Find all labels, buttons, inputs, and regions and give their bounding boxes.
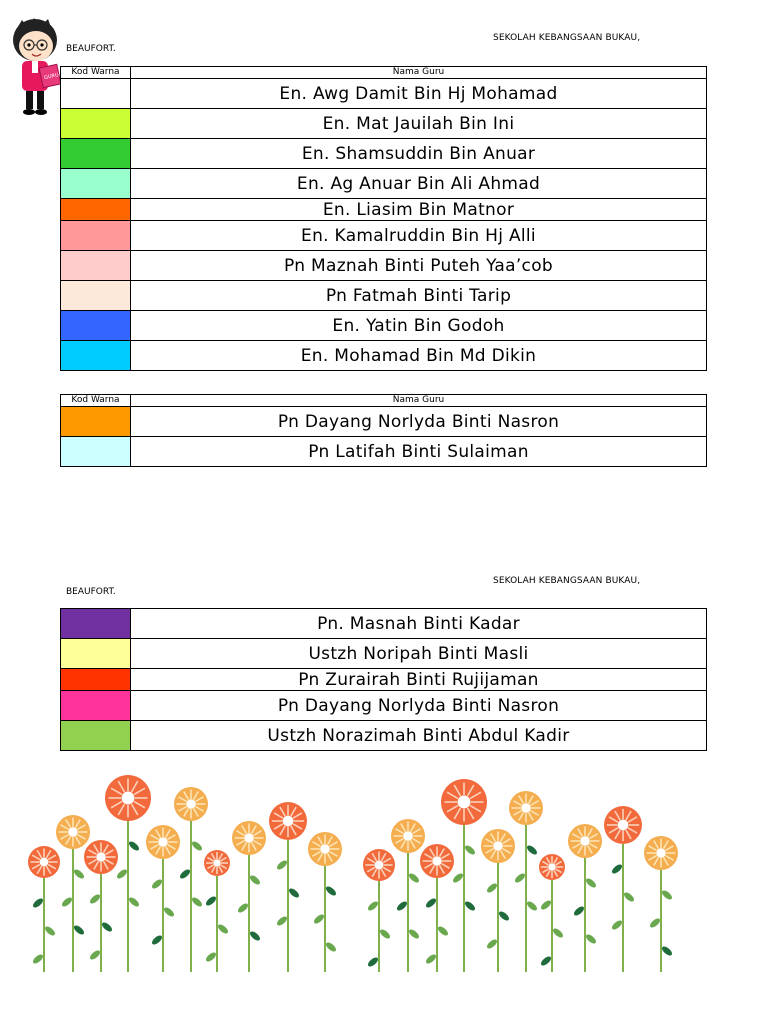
table-row: [61, 169, 707, 199]
color-swatch: [61, 669, 131, 691]
table-row: [61, 79, 707, 109]
flower-icon: [481, 829, 515, 972]
flower-icon: [441, 779, 487, 972]
color-swatch: [61, 437, 131, 467]
color-swatch: [61, 199, 131, 221]
color-swatch: [61, 251, 131, 281]
flower-icon: [146, 825, 180, 972]
flower-icon: [363, 849, 395, 972]
flower-icon: [509, 791, 543, 972]
teacher-name: En. Shamsuddin Bin Anuar: [131, 139, 707, 169]
teacher-color-table-2: [60, 394, 707, 467]
flower-icon: [174, 787, 208, 972]
flower-icon: [308, 832, 342, 972]
teacher-name: En. Kamalruddin Bin Hj Alli: [131, 221, 707, 251]
table-row: [61, 251, 707, 281]
table-row: [61, 281, 707, 311]
flower-icon: [644, 836, 678, 972]
table-row: [61, 721, 707, 751]
school-name-bottom: SEKOLAH KEBANGSAAN BUKAU,: [493, 576, 641, 586]
flower-icon: [568, 824, 602, 972]
teacher-name: Pn Maznah Binti Puteh Yaa’cob: [131, 251, 707, 281]
flower-icon: [420, 844, 454, 972]
column-header-color-code: Kod Warna: [61, 67, 131, 79]
table-row: [61, 407, 707, 437]
table-row: [61, 437, 707, 467]
color-swatch: [61, 169, 131, 199]
table-row: [61, 691, 707, 721]
color-swatch: [61, 221, 131, 251]
flower-icon: [56, 815, 90, 972]
teacher-name: Pn Zurairah Binti Rujijaman: [131, 669, 707, 691]
teacher-color-table-3: [60, 608, 707, 751]
color-swatch: [61, 691, 131, 721]
school-name-top: SEKOLAH KEBANGSAAN BUKAU,: [493, 33, 641, 43]
teacher-name: Ustzh Noripah Binti Masli: [131, 639, 707, 669]
table-row: [61, 139, 707, 169]
color-swatch: [61, 281, 131, 311]
column-header-teacher-name: Nama Guru: [131, 67, 707, 79]
teacher-mascot-image: [8, 16, 66, 118]
town-name-bottom: BEAUFORT.: [66, 587, 116, 597]
color-swatch: [61, 609, 131, 639]
teacher-name: En. Yatin Bin Godoh: [131, 311, 707, 341]
table-row: [61, 639, 707, 669]
teacher-name: Pn Fatmah Binti Tarip: [131, 281, 707, 311]
table-row: [61, 311, 707, 341]
color-swatch: [61, 721, 131, 751]
color-swatch: [61, 311, 131, 341]
teacher-name: Pn Latifah Binti Sulaiman: [131, 437, 707, 467]
teacher-color-table-1: [60, 66, 707, 371]
column-header-teacher-name: Nama Guru: [131, 395, 707, 407]
teacher-name: En. Liasim Bin Matnor: [131, 199, 707, 221]
flower-icon: [391, 819, 425, 972]
color-swatch: [61, 407, 131, 437]
flower-icon: [84, 840, 118, 972]
teacher-name: Pn Dayang Norlyda Binti Nasron: [131, 407, 707, 437]
color-swatch: [61, 79, 131, 109]
flower-icon: [105, 775, 151, 972]
flower-icon: [269, 802, 307, 972]
color-swatch: [61, 341, 131, 371]
town-name-top: BEAUFORT.: [66, 44, 116, 54]
table-row: [61, 669, 707, 691]
column-header-color-code: Kod Warna: [61, 395, 131, 407]
color-swatch: [61, 639, 131, 669]
teacher-name: En. Mohamad Bin Md Dikin: [131, 341, 707, 371]
teacher-name: Pn. Masnah Binti Kadar: [131, 609, 707, 639]
flower-garden-decoration: [0, 760, 768, 990]
table-header-row: [61, 67, 707, 79]
teacher-name: Pn Dayang Norlyda Binti Nasron: [131, 691, 707, 721]
color-swatch: [61, 109, 131, 139]
teacher-name: En. Awg Damit Bin Hj Mohamad: [131, 79, 707, 109]
teacher-name: Ustzh Norazimah Binti Abdul Kadir: [131, 721, 707, 751]
color-swatch: [61, 139, 131, 169]
table-header-row: [61, 395, 707, 407]
flower-icon: [539, 854, 565, 972]
flower-icon: [232, 821, 266, 972]
table-row: [61, 609, 707, 639]
flower-icon: [204, 850, 230, 972]
table-row: [61, 199, 707, 221]
table-row: [61, 109, 707, 139]
flower-icon: [28, 846, 60, 972]
flower-icon: [604, 806, 642, 972]
table-row: [61, 341, 707, 371]
mascot-badge-text: GURU: [43, 72, 60, 82]
teacher-name: En. Ag Anuar Bin Ali Ahmad: [131, 169, 707, 199]
teacher-name: En. Mat Jauilah Bin Ini: [131, 109, 707, 139]
table-row: [61, 221, 707, 251]
